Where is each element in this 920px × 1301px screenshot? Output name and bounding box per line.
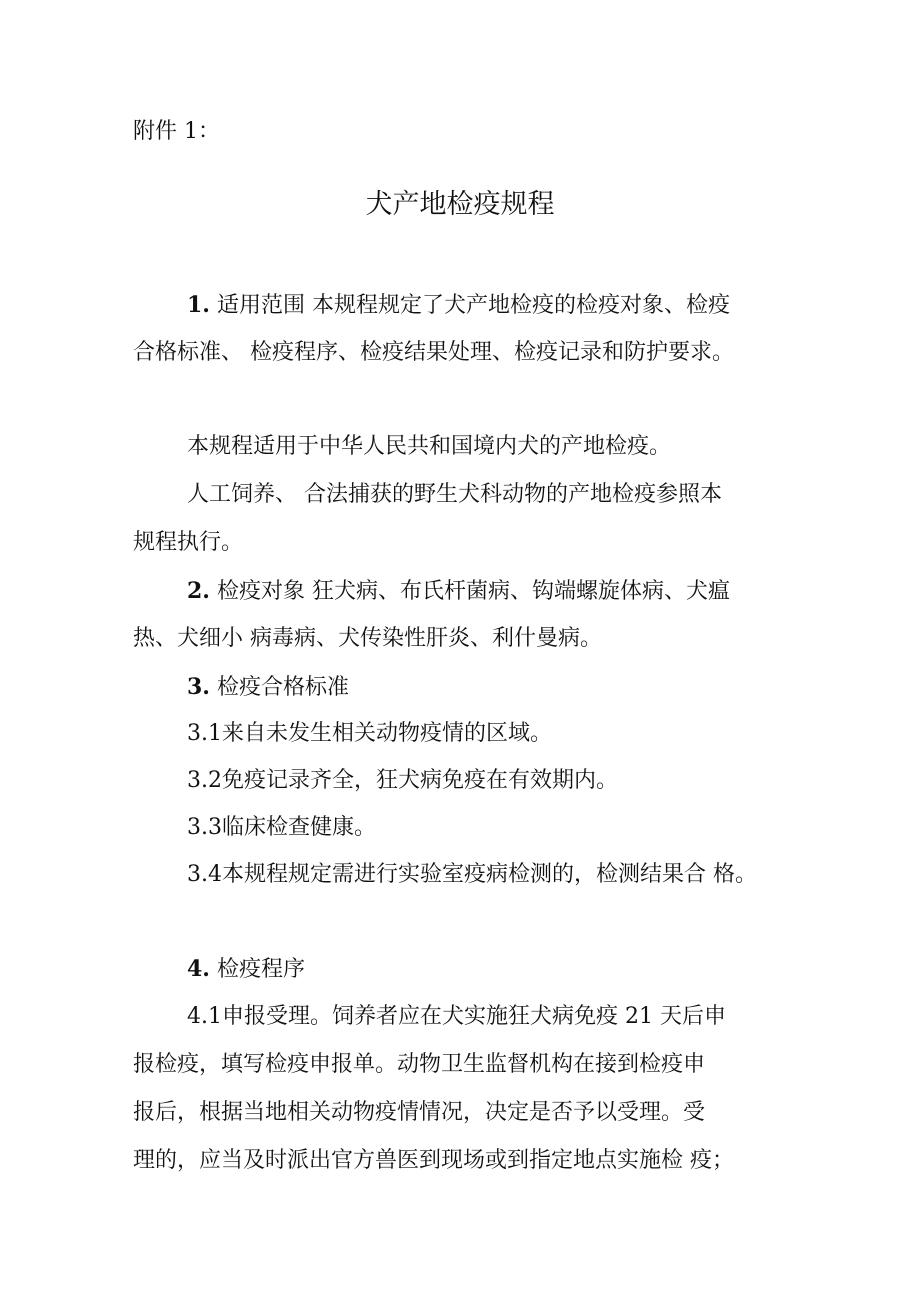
section-1-number: 1.: [187, 292, 210, 318]
scope-paragraph: 本规程适用于中华人民共和国境内犬的产地检疫。: [187, 434, 672, 459]
section-3-heading: [187, 672, 349, 703]
section-2-line-1: [187, 576, 730, 607]
section-3-item-2: 3.2免疫记录齐全，狂犬病免疫在有效期内。: [187, 768, 618, 793]
annex-label: 附件 1：: [133, 119, 220, 144]
section-4-1-line-1: 4.1申报受理。饲养者应在犬实施狂犬病免疫 21 天后申: [187, 1004, 726, 1029]
section-2-number: 2.: [187, 578, 210, 604]
section-4-number: 4.: [187, 956, 210, 982]
section-2-line-2: 热、犬细小 病毒病、犬传染性肝炎、利什曼病。: [133, 626, 602, 651]
section-3-item-4: 3.4本规程规定需进行实验室疫病检测的，检测结果合 格。: [187, 862, 757, 887]
section-4-1-line-2: 报检疫，填写检疫申报单。动物卫生监督机构在接到检疫申: [133, 1052, 706, 1077]
section-4-1-line-3: 报后，根据当地相关动物疫情情况，决定是否予以受理。受: [133, 1100, 706, 1125]
section-3-heading-text: 检疫合格标准: [209, 675, 349, 700]
section-1-line-2: 合格标准、 检疫程序、检疫结果处理、检疫记录和防护要求。: [133, 340, 734, 365]
section-4-heading: [187, 954, 305, 985]
wild-paragraph-line-1: 人工饲养、 合法捕获的野生犬科动物的产地检疫参照本: [187, 482, 722, 507]
section-2-text-1: 检疫对象 狂犬病、布氏杆菌病、钩端螺旋体病、犬瘟: [209, 579, 730, 604]
section-3-item-3: 3.3临床检查健康。: [187, 815, 376, 840]
section-1-line-1: [187, 290, 730, 321]
section-4-heading-text: 检疫程序: [209, 957, 305, 982]
section-1-text-1: 适用范围 本规程规定了犬产地检疫的检疫对象、检疫: [209, 293, 730, 318]
section-3-number: 3.: [187, 674, 210, 700]
document-title: 犬产地检疫规程: [365, 189, 555, 220]
section-4-1-line-4: 理的，应当及时派出官方兽医到现场或到指定地点实施检 疫；: [133, 1148, 734, 1173]
wild-paragraph-line-2: 规程执行。: [133, 530, 244, 555]
section-3-item-1: 3.1来自未发生相关动物疫情的区域。: [187, 721, 552, 746]
